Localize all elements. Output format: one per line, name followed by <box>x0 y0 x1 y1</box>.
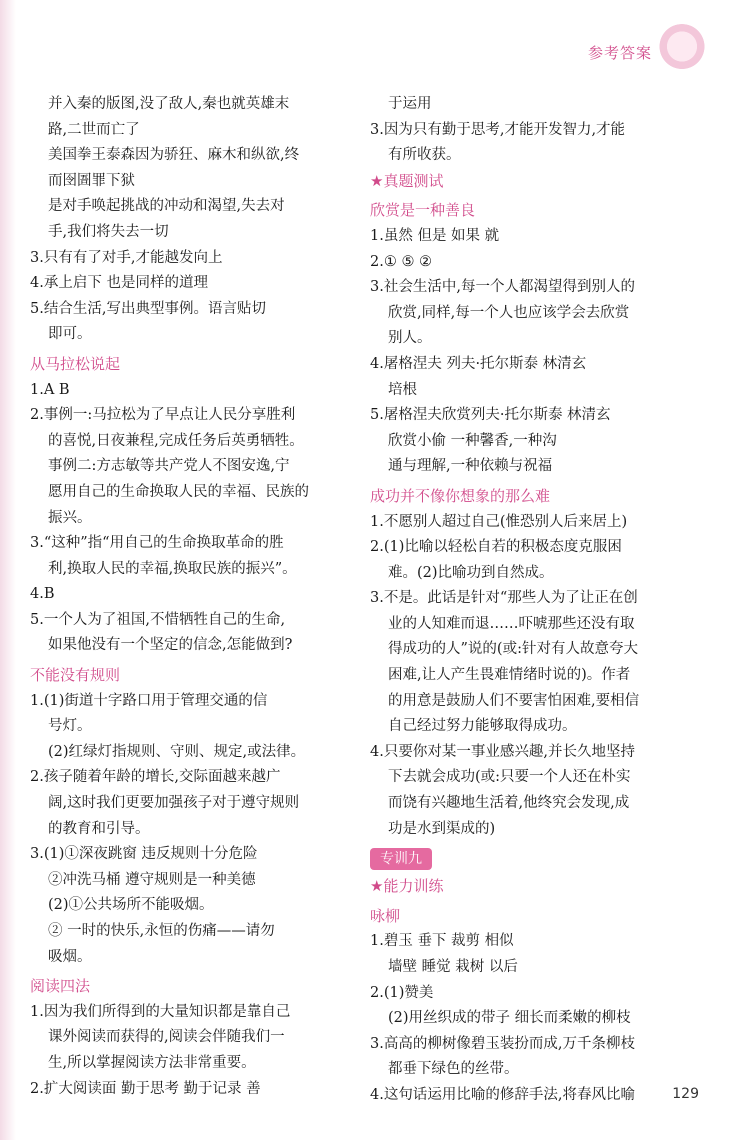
answer-line: 并入秦的版图,没了敌人,秦也就英雄末 <box>48 96 290 112</box>
answer-line: 欣赏,同样,每一个人也应该学会去欣赏 <box>388 304 630 321</box>
answer-line: 3.因为只有勤于思考,才能开发智力,才能 <box>370 121 626 138</box>
answer-line: 课外阅读而获得的,阅读会伴随我们一 <box>48 1029 285 1046</box>
answer-line: 1.虽然 但是 如果 就 <box>370 227 500 244</box>
answer-line: (2)用丝织成的带子 细长而柔嫩的柳枝 <box>388 1010 631 1027</box>
answer-line: 吸烟。 <box>48 948 92 965</box>
answer-line: 2.(1)赞美 <box>370 984 434 1001</box>
page-left-edge <box>0 0 16 1140</box>
answer-line: (2)①公共场所不能吸烟。 <box>48 897 214 914</box>
answer-line: 是对手唤起挑战的冲动和渴望,失去对 <box>48 198 285 215</box>
header-title: 参考答案 <box>587 44 652 62</box>
answer-line: 的喜悦,日夜兼程,完成任务后英勇牺牲。 <box>48 432 304 449</box>
left-answer-column <box>30 92 358 1102</box>
answer-line: 困难,让人产生畏难情绪时说的)。作者 <box>388 667 631 684</box>
answer-line: 功是水到渠成的) <box>388 820 496 837</box>
section-heading: 不能没有规则 <box>30 666 121 685</box>
cartoon-girl-decoration <box>657 24 707 74</box>
answer-line: 3.“这种”指“用自己的生命换取革命的胜 <box>30 535 284 552</box>
page-number: 129 <box>672 1086 699 1102</box>
answer-line: 振兴。 <box>48 509 92 526</box>
answer-line: (2)红绿灯指规则、守则、规定,或法律。 <box>48 743 306 760</box>
answer-line: 欣赏小偷 一种馨香,一种沟 <box>388 432 557 449</box>
answer-line: 于运用 <box>388 96 432 112</box>
answer-line: 4.只要你对某一事业感兴趣,并长久地坚持 <box>370 743 635 760</box>
answer-line: 手,我们将失去一切 <box>48 223 169 240</box>
answer-line: 2.(1)比喻以轻松自若的积极态度克服困 <box>370 539 622 556</box>
answer-line: 而饶有兴趣地生活着,他终究会发现,成 <box>388 795 630 812</box>
answer-line: 2.孩子随着年龄的增长,交际面越来越广 <box>30 769 281 786</box>
answer-line: 3.(1)①深夜跳窗 违反规则十分危险 <box>30 846 258 863</box>
answer-line: 有所收获。 <box>388 147 461 164</box>
right-answer-column <box>370 92 700 1109</box>
section-heading: 从马拉松说起 <box>30 354 121 373</box>
answer-line: 培根 <box>388 381 417 398</box>
answer-line: 自己经过努力能够取得成功。 <box>388 718 577 735</box>
answer-line: 的教育和引导。 <box>48 820 150 837</box>
answer-line: 1.因为我们所得到的大量知识都是靠自己 <box>30 1003 291 1020</box>
answer-line: 利,换取人民的幸福,换取民族的振兴”。 <box>48 560 297 577</box>
answer-line: 4.这句话运用比喻的修辞手法,将春风比喻 <box>370 1086 635 1103</box>
section-heading: 成功并不像你想象的那么难 <box>370 486 551 505</box>
answer-line: 2.扩大阅读面 勤于思考 勤于记录 善 <box>30 1080 261 1097</box>
answer-line: 别人。 <box>388 330 432 347</box>
answer-line: 墙壁 睡觉 栽树 以后 <box>388 959 518 975</box>
answer-line: 2.事例一:马拉松为了早点让人民分享胜利 <box>30 407 296 424</box>
answer-line: 4.B <box>30 586 55 603</box>
answer-line: 即可。 <box>48 326 92 343</box>
answer-line: 下去就会成功(或:只要一个人还在朴实 <box>388 769 631 786</box>
answer-line: 5.一个人为了祖国,不惜牺牲自己的生命, <box>30 611 286 628</box>
answer-line: 3.社会生活中,每一个人都渴望得到别人的 <box>370 279 635 296</box>
answer-line: 生,所以掌握阅读方法非常重要。 <box>48 1054 256 1071</box>
answer-line: 4.屠格涅夫 列夫·托尔斯泰 林清玄 <box>370 355 587 372</box>
answer-line: 5.结合生活,写出典型事例。语言贴切 <box>30 300 266 317</box>
answer-line: 1.(1)街道十字路口用于管理交通的信 <box>30 692 268 709</box>
answer-line: 1.不愿别人超过自己(惟恐别人后来居上) <box>370 513 628 530</box>
answer-line: 1.碧玉 垂下 裁剪 相似 <box>370 933 514 950</box>
section-heading: 欣赏是一种善良 <box>370 201 476 220</box>
answer-line: 4.承上启下 也是同样的道理 <box>30 275 208 292</box>
answer-line: 阔,这时我们更要加强孩子对于遵守规则 <box>48 795 300 812</box>
star-section-heading: ★能力训练 <box>370 877 444 896</box>
answer-line: ② 一时的快乐,永恒的伤痛——请勿 <box>48 923 275 939</box>
answer-line: 的用意是鼓励人们不要害怕困难,要相信 <box>388 692 640 709</box>
answer-line: 业的人知难而退……吓唬那些还没有取 <box>388 615 635 632</box>
answer-line: 3.只有有了对手,才能越发向上 <box>30 249 223 266</box>
page-header <box>0 0 747 70</box>
answer-line: 得成功的人”说的(或:针对有人故意夸大 <box>388 641 638 658</box>
star-section-heading: ★真题测试 <box>370 171 444 190</box>
answer-line: ②冲洗马桶 遵守规则是一种美德 <box>48 871 256 888</box>
section-heading: 咏柳 <box>370 906 401 925</box>
answer-line: 而囹圄罪下狱 <box>48 172 135 189</box>
answer-line: 2.① ⑤ ② <box>370 253 433 270</box>
answer-line: 事例二:方志敏等共产党人不图安逸,宁 <box>48 458 290 475</box>
answer-line: 5.屠格涅夫欣赏列夫·托尔斯泰 林清玄 <box>370 407 611 424</box>
answer-line: 路,二世而亡了 <box>48 121 140 138</box>
answer-line: 1.A B <box>30 381 70 398</box>
answer-line: 愿用自己的生命换取人民的幸福、民族的 <box>48 483 309 500</box>
unit-badge: 专训九 <box>370 848 432 870</box>
answer-line: 3.高高的柳树像碧玉装扮而成,万千条柳枝 <box>370 1035 635 1052</box>
answer-line: 美国拳王泰森因为骄狂、麻木和纵欲,终 <box>48 147 300 164</box>
answer-line: 难。(2)比喻功到自然成。 <box>388 564 554 581</box>
section-heading: 阅读四法 <box>30 977 91 996</box>
answer-line: 都垂下绿色的丝带。 <box>388 1061 519 1078</box>
answer-line: 3.不是。此话是针对“那些人为了让正在创 <box>370 590 638 607</box>
answer-line: 如果他没有一个坚定的信念,怎能做到? <box>48 637 293 654</box>
answer-line: 号灯。 <box>48 718 92 735</box>
answer-line: 通与理解,一种依赖与祝福 <box>388 458 553 475</box>
